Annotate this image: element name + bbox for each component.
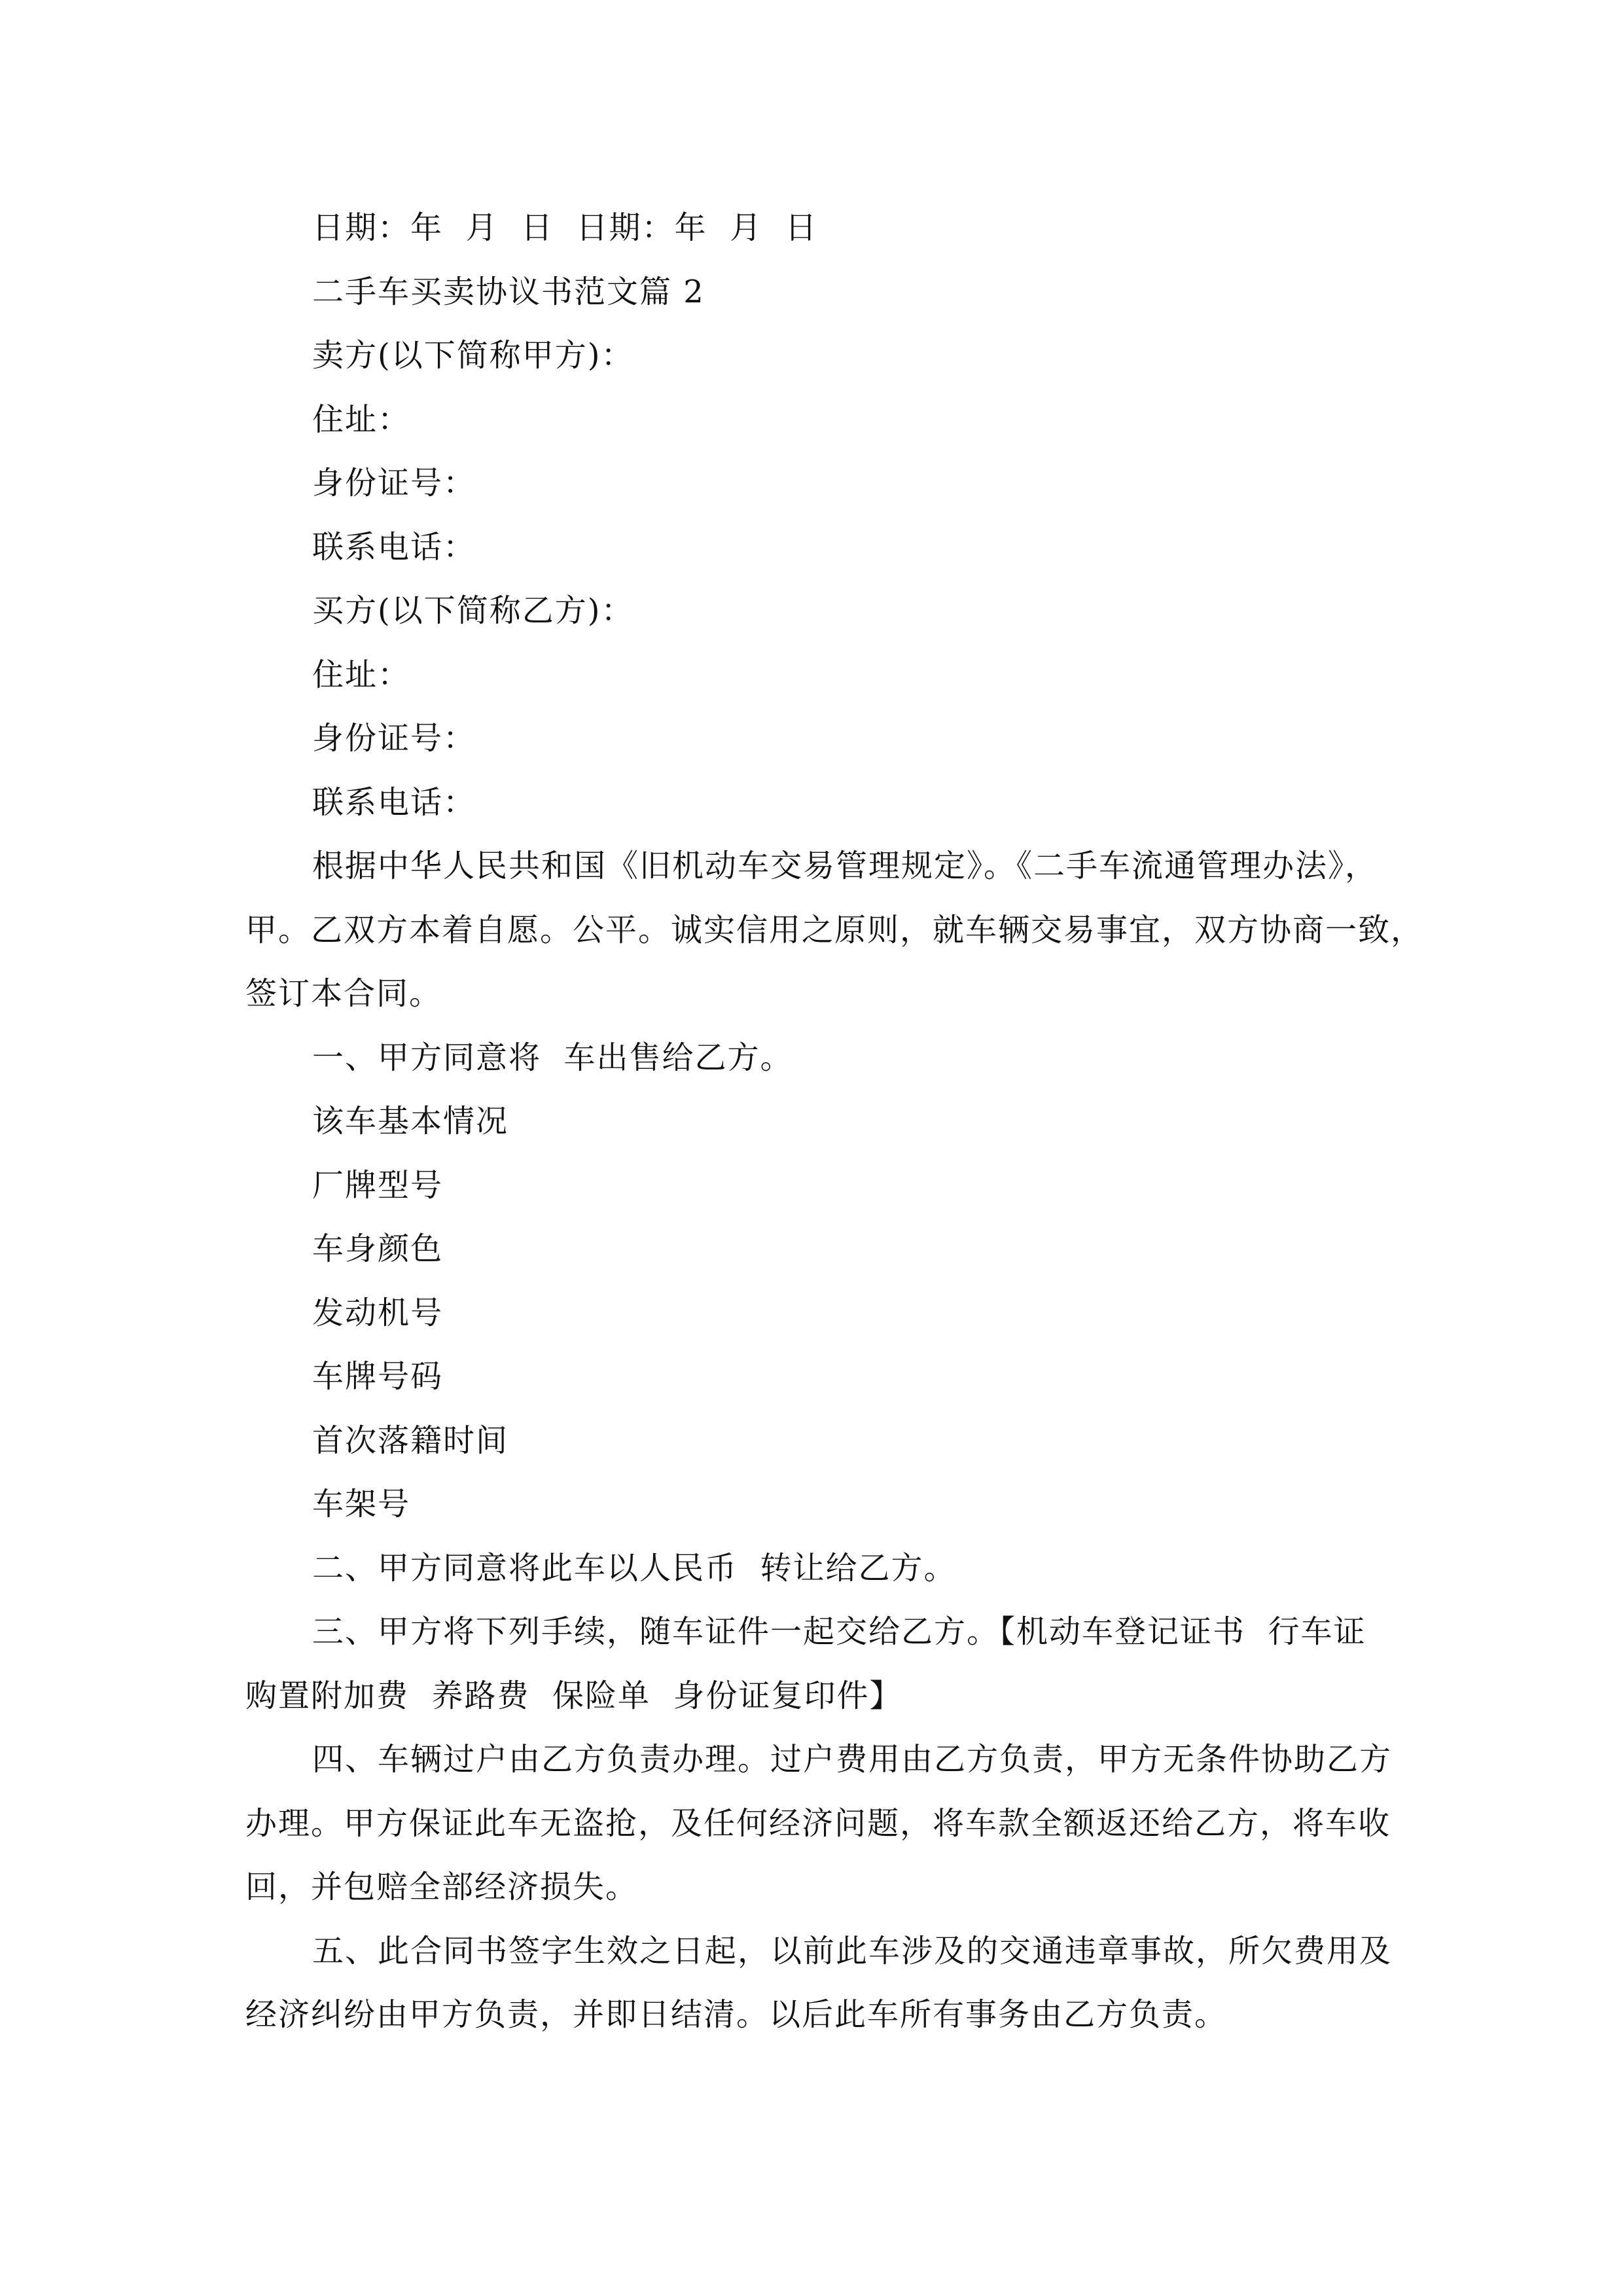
- buyer-phone-label: 联系电话：: [312, 783, 476, 821]
- clause-5: [245, 1920, 1393, 2047]
- vehicle-info-list: [245, 1090, 1381, 1537]
- vehicle-plate-no: 车牌号码: [312, 1358, 444, 1395]
- document-body: [245, 196, 1424, 2047]
- clause-4-line: 四、车辆过户由乙方负责办理。过户费用由乙方负责，甲方无条件协助乙方: [312, 1741, 1393, 1778]
- buyer-id-label: 身份证号：: [312, 720, 476, 757]
- vehicle-first-registration: 首次落籍时间: [312, 1422, 509, 1459]
- clause-3-line: 购置附加费 养路费 保险单 身份证复印件】: [245, 1677, 902, 1714]
- vehicle-frame-no: 车架号: [312, 1486, 411, 1522]
- clause-4-line: 回，并包赔全部经济损失。: [245, 1869, 639, 1905]
- clause-4-line: 办理。甲方保证此车无盗抢，及任何经济问题，将车款全额返还给乙方，将车收: [245, 1804, 1391, 1842]
- date-line: 日期：年 月 日 日期：年 月 日: [312, 209, 818, 246]
- preamble-line: 根据中华人民共和国《旧机动车交易管理规定》。《二手车流通管理办法》，: [312, 848, 1378, 884]
- vehicle-engine-no: 发动机号: [312, 1294, 444, 1331]
- clause-4: [245, 1728, 1393, 1920]
- clause-5-line: 五、此合同书签字生效之日起，以前此车涉及的交通违章事故，所欠费用及: [312, 1932, 1393, 1969]
- vehicle-info-heading: 该车基本情况: [312, 1103, 509, 1139]
- seller-address-label: 住址：: [312, 401, 411, 438]
- buyer-label: 买方(以下简称乙方)：: [312, 592, 634, 629]
- clause-3-line: 三、甲方将下列手续，随车证件一起交给乙方。【机动车登记证书 行车证: [312, 1613, 1366, 1650]
- clause-1: 一、甲方同意将 车出售给乙方。: [312, 1039, 793, 1076]
- section-title: 二手车买卖协议书范文篇 2: [312, 273, 705, 310]
- clause-2: 二、甲方同意将此车以人民币 转让给乙方。: [312, 1549, 957, 1587]
- preamble-line: 签订本合同。: [245, 975, 442, 1012]
- seller-id-label: 身份证号：: [312, 465, 476, 501]
- preamble-line: 甲。乙双方本着自愿。公平。诚实信用之原则，就车辆交易事宜，双方协商一致，: [245, 911, 1424, 948]
- vehicle-color: 车身颜色: [312, 1230, 444, 1267]
- seller-label: 卖方(以下简称甲方)：: [312, 337, 634, 374]
- vehicle-brand-model: 厂牌型号: [312, 1166, 444, 1204]
- clause-3: [245, 1600, 1381, 1728]
- preamble-paragraph: [245, 834, 1424, 1026]
- seller-phone-label: 联系电话：: [312, 528, 476, 565]
- clause-5-line: 经济纠纷由甲方负责，并即日结清。以后此车所有事务由乙方负责。: [245, 1996, 1228, 2033]
- buyer-address-label: 住址：: [312, 656, 411, 693]
